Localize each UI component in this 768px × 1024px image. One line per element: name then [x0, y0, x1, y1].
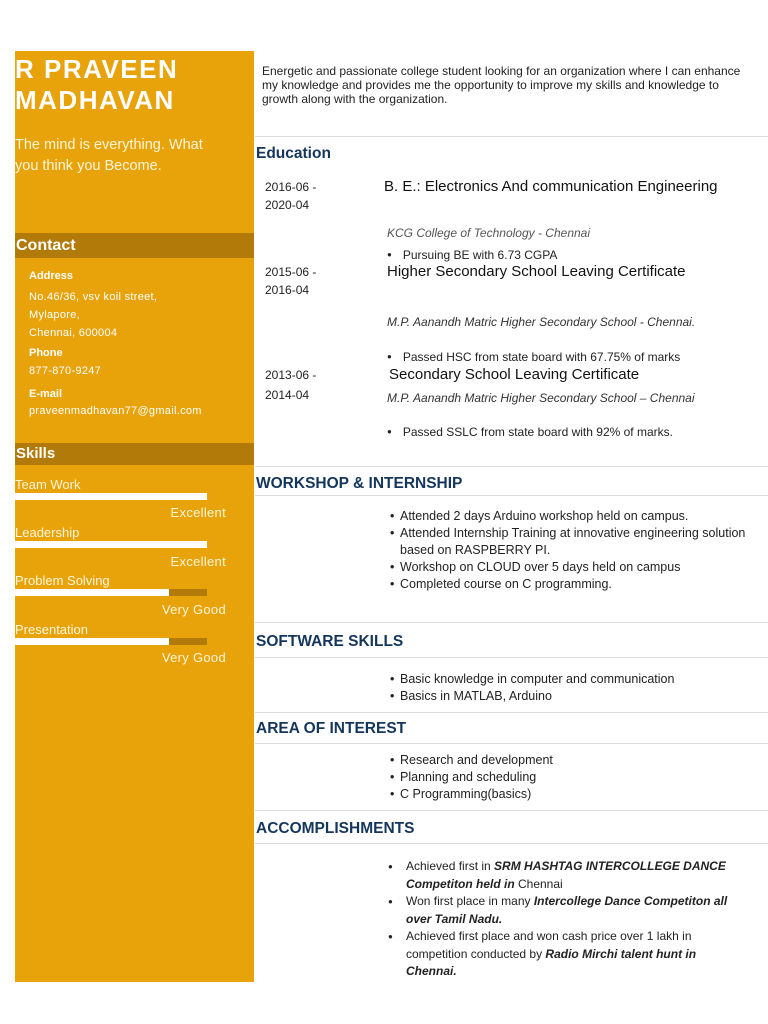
edu-date-start: 2016-06 - [265, 180, 317, 194]
edu-institution: M.P. Aanandh Matric Higher Secondary School - Chennai. [387, 315, 696, 329]
edu-date-end: 2014-04 [265, 388, 310, 402]
edu-degree: Higher Secondary School Leaving Certificate [387, 263, 686, 280]
edu-institution: KCG College of Technology - Chennai [387, 226, 591, 240]
edu-date-end: 2016-04 [265, 283, 310, 297]
divider [255, 712, 768, 713]
skill-bar-fill [15, 638, 169, 645]
edu-detail: ● Passed HSC from state board with 67.75% of marks [387, 350, 747, 364]
skill-name: Problem Solving [15, 573, 110, 588]
skill-level: Excellent [170, 505, 226, 520]
list-item: ● Achieved first in SRM HASHTAG INTERCOLLEGE DANCE Competiton held in Chennai [388, 858, 733, 893]
list-item: • Attended Internship Training at innovative engineering solution based on RASPBERRY PI. [390, 525, 750, 559]
edu-institution: M.P. Aanandh Matric Higher Secondary School – Chennai [387, 391, 695, 405]
quote: The mind is everything. What you think you Become. [15, 137, 203, 174]
skill-level: Very Good [161, 650, 226, 665]
list-item: • Basics in MATLAB, Arduino [390, 688, 750, 705]
accomplishments-heading: ACCOMPLISHMENTS [256, 820, 415, 837]
email-address: praveenmadhavan77@gmail.com [29, 405, 202, 417]
edu-date-end: 2020-04 [265, 198, 310, 212]
workshop-list [390, 508, 750, 593]
edu-degree: B. E.: Electronics And communication Engineering [384, 178, 718, 195]
skill-name: Leadership [15, 525, 80, 540]
divider [255, 843, 768, 844]
list-item: • Completed course on C programming. [390, 576, 750, 593]
skill-level: Excellent [170, 554, 226, 569]
software-heading: SOFTWARE SKILLS [256, 633, 404, 650]
edu-date-start: 2013-06 - [265, 368, 317, 382]
skill-bar [15, 541, 207, 548]
skill-bar-fill [15, 589, 169, 596]
edu-date-start: 2015-06 - [265, 265, 317, 279]
list-item: ● Achieved first place and won cash price over 1 lakh in competition conducted by Radio Mirchi talent hunt in Chennai. [388, 928, 733, 981]
list-item: • Attended 2 days Arduino workshop held on campus. [390, 508, 750, 525]
address-line-3: Chennai, 600004 [29, 327, 118, 339]
list-item: • Research and development [390, 752, 750, 769]
address-line-2: Mylapore, [29, 309, 80, 321]
skill-bar-fill [15, 493, 207, 500]
list-item: ● Won first place in many Intercollege Dance Competiton all over Tamil Nadu. [388, 893, 733, 928]
divider [255, 136, 768, 137]
divider [255, 810, 768, 811]
skill-bar [15, 589, 207, 596]
edu-detail: ● Passed SSLC from state board with 92% of marks. [387, 425, 747, 439]
divider [255, 743, 768, 744]
skills-heading: Skills [15, 443, 254, 465]
interest-heading: AREA OF INTEREST [256, 720, 407, 737]
skill-name: Team Work [15, 477, 81, 492]
list-item: • Workshop on CLOUD over 5 days held on campus [390, 559, 750, 576]
divider [255, 466, 768, 467]
contact-heading: Contact [15, 233, 254, 258]
phone-label: Phone [29, 347, 63, 359]
candidate-name: R PRAVEEN MADHAVAN [15, 54, 179, 115]
summary: Energetic and passionate college student looking for an organization where I can enhance my knowledge and provides me the opportunity to improve my skills and knowledge to growth along with the organization. [262, 64, 741, 106]
address-line-1: No.46/36, vsv koil street, [29, 291, 158, 303]
list-item: • C Programming(basics) [390, 786, 750, 803]
divider [255, 622, 768, 623]
software-list [390, 671, 750, 705]
workshop-heading: WORKSHOP & INTERNSHIP [256, 475, 463, 492]
divider [255, 657, 768, 658]
skill-level: Very Good [161, 602, 226, 617]
edu-detail: ● Pursuing BE with 6.73 CGPA [387, 248, 747, 262]
skill-bar [15, 638, 207, 645]
phone-number: 877-870-9247 [29, 365, 102, 377]
address-label: Address [29, 270, 74, 282]
skill-bar [15, 493, 207, 500]
accomplishments-list [388, 858, 733, 981]
list-item: • Basic knowledge in computer and communication [390, 671, 750, 688]
list-item: • Planning and scheduling [390, 769, 750, 786]
skill-name: Presentation [15, 622, 88, 637]
divider [255, 495, 768, 496]
skill-bar-fill [15, 541, 207, 548]
interest-list [390, 752, 750, 803]
sidebar [15, 51, 254, 982]
education-heading: Education [256, 145, 331, 162]
edu-degree: Secondary School Leaving Certificate [389, 366, 640, 383]
email-label: E-mail [29, 388, 63, 400]
